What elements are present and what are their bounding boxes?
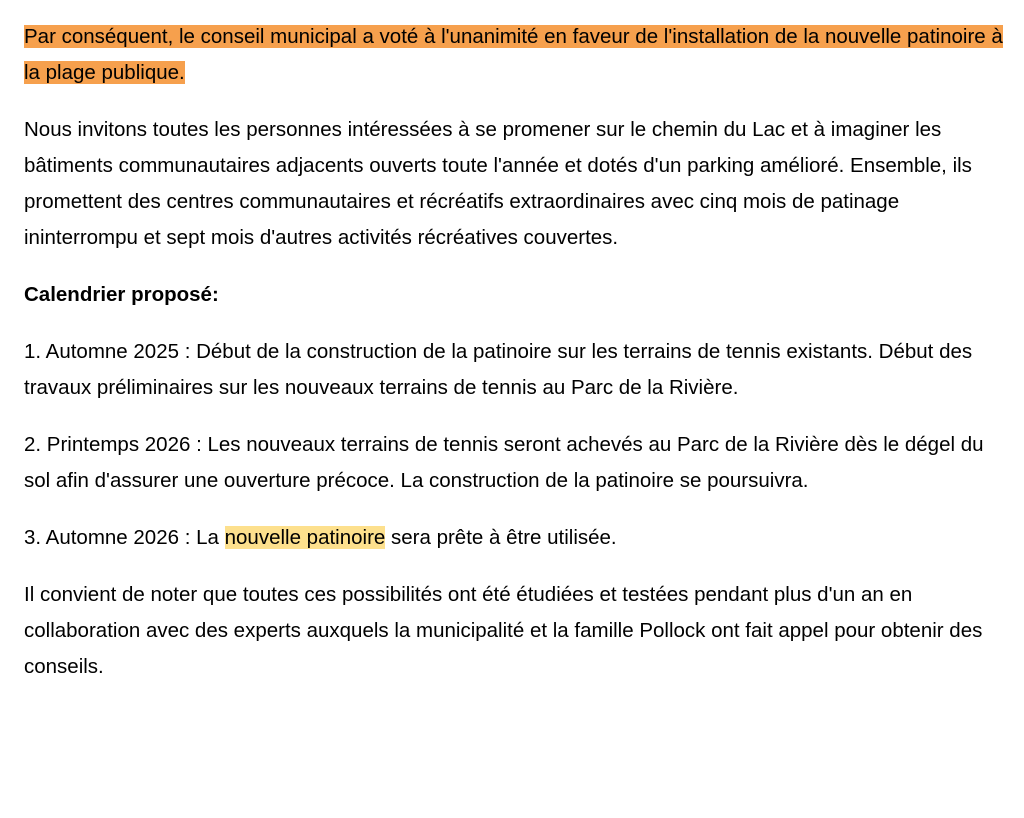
invitation-paragraph: Nous invitons toutes les personnes intéressées à se promener sur le chemin du Lac et à imaginer les bâtiments communautaires adjacents ouverts toute l'année et dotés d'un parking amélioré. Ensemble, ils promettent des centres communautaires et récréatifs extraordinaires avec cinq mois de patinage ininterrompu et sept mois d'autres activités récréatives couvertes. — [24, 118, 972, 249]
highlighted-intro-text: Par conséquent, le conseil municipal a voté à l'unanimité en faveur de l'installation de la nouvelle patinoire à la plage publique. — [24, 25, 1003, 84]
closing-paragraph: Il convient de noter que toutes ces possibilités ont été étudiées et testées pendant plus d'un an en collaboration avec des experts auxquels la municipalité et la famille Pollock ont fait appel pour obtenir des conseils. — [24, 583, 983, 678]
calendar-item-3-prefix: 3. Automne 2026 : La — [24, 526, 225, 549]
calendar-item-1: 1. Automne 2025 : Début de la construction de la patinoire sur les terrains de tennis existants. Début des travaux préliminaires sur les nouveaux terrains de tennis au Parc de la Rivière. — [24, 340, 973, 399]
highlighted-term: nouvelle patinoire — [224, 526, 386, 549]
calendar-item-2: 2. Printemps 2026 : Les nouveaux terrains de tennis seront achevés au Parc de la Rivière dès le dégel du sol afin d'assurer une ouverture précoce. La construction de la patinoire se poursuivra. — [24, 433, 984, 492]
calendar-item-3 — [24, 520, 1006, 556]
calendar-item-3-suffix: sera prête à être utilisée. — [385, 526, 617, 549]
calendar-heading: Calendrier proposé: — [24, 283, 219, 306]
intro-paragraph — [24, 19, 1006, 91]
